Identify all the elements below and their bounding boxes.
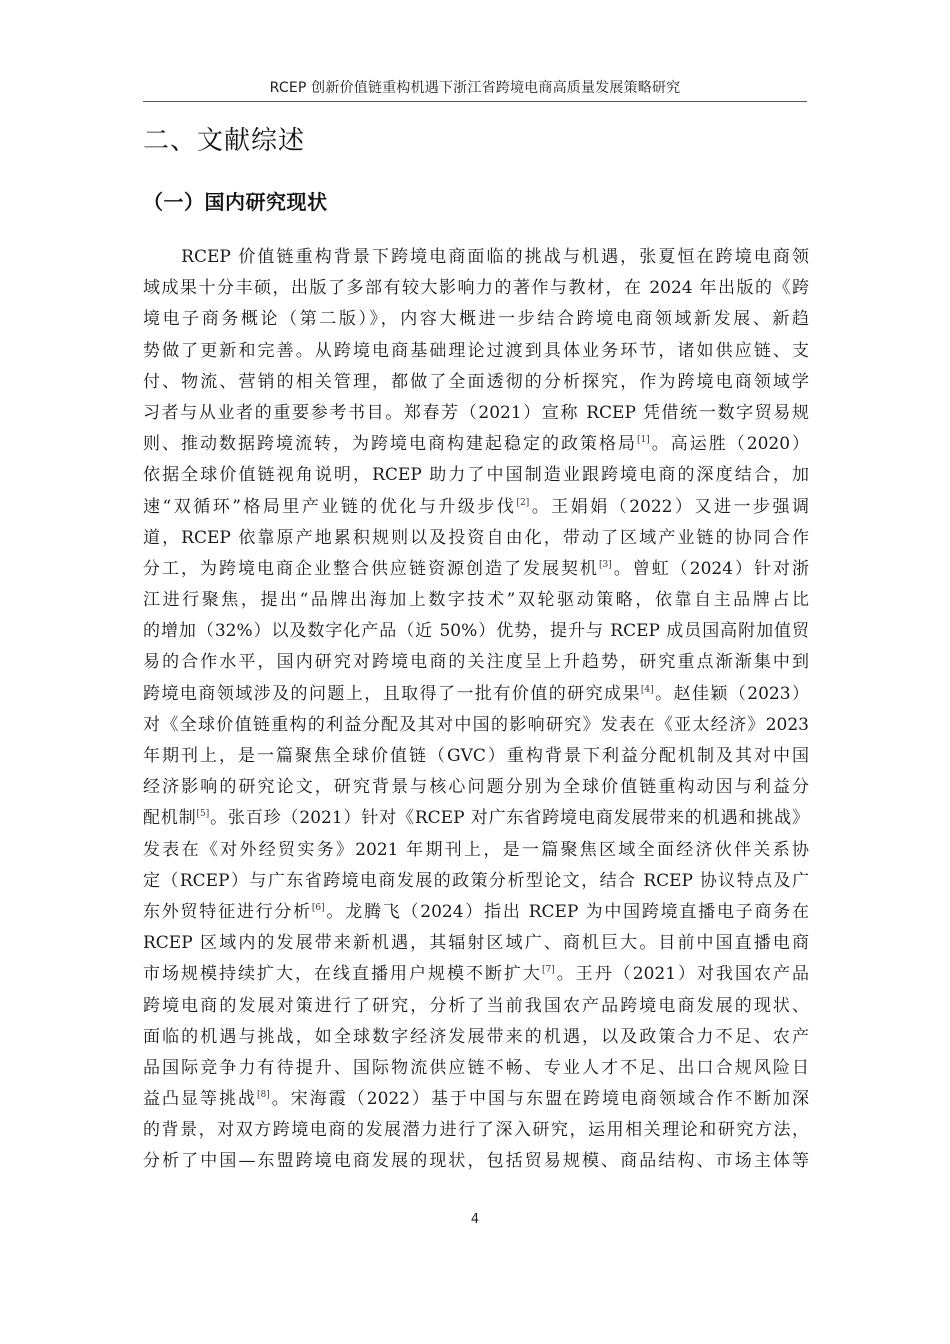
citation-ref: [1] — [637, 435, 650, 446]
text-line — [143, 1115, 809, 1146]
text-line — [143, 803, 809, 834]
text-segment: 分工，为跨境电商企业整合供应链资源创造了发展契机 — [143, 558, 599, 579]
text-line — [143, 741, 809, 772]
text-line — [143, 928, 809, 959]
text-line — [143, 897, 809, 928]
header-divider — [143, 101, 807, 102]
text-segment: 。曾虹（2024）针对浙 — [611, 558, 810, 579]
text-segment: 易的合作水平，国内研究对跨境电商的关注度呈上升趋势，研究重点渐渐集中到 — [143, 652, 809, 673]
citation-ref: [7] — [542, 965, 555, 976]
text-segment: 东外贸特征进行分析 — [143, 901, 312, 922]
body-paragraph — [143, 242, 809, 1178]
text-line — [143, 866, 809, 897]
text-segment: 面临的机遇与挑战，如全球数字经济发展带来的机遇，以及政策合力不足、农产 — [143, 1026, 809, 1047]
citation-ref: [2] — [516, 497, 530, 508]
subsection-title: （一）国内研究现状 — [143, 190, 328, 214]
text-line — [143, 336, 809, 367]
text-segment: 配机制 — [143, 808, 197, 829]
text-segment: 速“双循环”格局里产业链的优化与升级步伐 — [143, 496, 517, 517]
text-segment: 境电子商务概论（第二版）》，内容大概进一步结合跨境电商领域新发展、新趋 — [143, 309, 809, 330]
text-line — [143, 429, 809, 460]
text-segment: 。张百珍（2021）针对《RCEP 对广东省跨境电商发展带来的机遇和挑战》 — [209, 808, 810, 829]
text-segment: 。龙腾飞（2024）指出 RCEP 为中国跨境直播电子商务在 — [324, 901, 810, 922]
text-line — [143, 304, 809, 335]
text-line — [143, 991, 809, 1022]
citation-ref: [6] — [311, 902, 325, 913]
text-segment: 跨境电商领域涉及的问题上，且取得了一批有价值的研究成果 — [143, 683, 641, 704]
citation-ref: [8] — [257, 1090, 270, 1101]
text-segment: 。高运胜（2020） — [649, 434, 810, 455]
text-segment: 的增加（32%）以及数字化产品（近 50%）优势，提升与 RCEP 成员国高附加值贸 — [143, 621, 809, 642]
text-line — [143, 616, 809, 647]
text-line — [143, 772, 809, 803]
text-segment: 依据全球价值链视角说明，RCEP 助力了中国制造业跟跨境电商的深度结合，加 — [143, 465, 809, 486]
text-line — [143, 710, 809, 741]
text-segment: 对《全球价值链重构的利益分配及其对中国的影响研究》发表在《亚太经济》2023 — [143, 714, 809, 735]
text-segment: 益凸显等挑战 — [143, 1089, 257, 1110]
text-segment: 年期刊上，是一篇聚焦全球价值链（GVC）重构背景下利益分配机制及其对中国 — [143, 746, 809, 766]
citation-ref: [3] — [599, 559, 612, 570]
running-header: RCEP 创新价值链重构机遇下浙江省跨境电商高质量发展策略研究 — [269, 80, 681, 96]
text-segment: 道，RCEP 依靠原产地累积规则以及投资自由化，带动了区域产业链的协同合作 — [143, 527, 809, 548]
text-line — [143, 554, 809, 585]
text-line — [143, 585, 809, 616]
text-segment: 。宋海霞（2022）基于中国与东盟在跨境电商领域合作不断加深 — [269, 1089, 809, 1110]
text-line — [143, 492, 809, 523]
text-segment: 域成果十分丰硕，出版了多部有较大影响力的著作与教材，在 2024 年出版的《跨 — [143, 278, 809, 299]
text-line — [143, 523, 809, 554]
text-line — [143, 647, 809, 678]
text-segment: 市场规模持续扩大，在线直播用户规模不断扩大 — [143, 964, 542, 985]
text-line — [143, 1022, 809, 1053]
text-segment: 跨境电商的发展对策进行了研究，分析了当前我国农产品跨境电商发展的现状、 — [143, 995, 809, 1016]
section-title: 二、文献综述 — [143, 126, 306, 156]
text-segment: 的背景，对双方跨境电商的发展潜力进行了深入研究，运用相关理论和研究方法， — [143, 1120, 809, 1141]
text-segment: 分析了中国—东盟跨境电商发展的现状，包括贸易规模、商品结构、市场主体等 — [143, 1151, 809, 1172]
text-segment: 定（RCEP）与广东省跨境电商发展的政策分析型论文，结合 RCEP 协议特点及广 — [143, 870, 809, 891]
text-line — [143, 242, 809, 273]
text-segment: 。王丹（2021）对我国农产品 — [554, 964, 810, 985]
text-line — [143, 679, 809, 710]
text-segment: RCEP 区域内的发展带来新机遇，其辐射区域广、商机巨大。目前中国直播电商 — [143, 933, 809, 954]
text-line — [143, 1146, 809, 1177]
text-segment: 发表在《对外经贸实务》2021 年期刊上，是一篇聚焦区域全面经济伙伴关系协 — [143, 839, 809, 860]
text-line — [143, 398, 809, 429]
text-segment: 势做了更新和完善。从跨境电商基础理论过渡到具体业务环节，诸如供应链、支 — [143, 340, 809, 361]
text-segment: 习者与从业者的重要参考书目。郑春芳（2021）宣称 RCEP 凭借统一数字贸易规 — [143, 402, 809, 423]
text-segment: 。王娟娟（2022）又进一步强调 — [529, 496, 810, 517]
page-number: 4 — [470, 1212, 480, 1227]
text-line — [143, 835, 809, 866]
text-segment: 则、推动数据跨境流转，为跨境电商构建起稳定的政策格局 — [143, 434, 637, 455]
text-line — [143, 367, 809, 398]
text-segment: 品国际竞争力有待提升、国际物流供应链不畅、专业人才不足、出口合规风险日 — [143, 1057, 809, 1078]
text-segment: 经济影响的研究论文，研究背景与核心问题分别为全球价值链重构动因与利益分 — [143, 777, 809, 798]
text-segment: 付、物流、营销的相关管理，都做了全面透彻的分析探究，作为跨境电商领域学 — [143, 371, 809, 392]
citation-ref: [4] — [640, 684, 654, 695]
citation-ref: [5] — [196, 809, 210, 820]
text-line — [143, 1053, 809, 1084]
text-segment: RCEP 价值链重构背景下跨境电商面临的挑战与机遇，张夏恒在跨境电商领 — [143, 247, 809, 267]
text-segment: 江进行聚焦，提出“品牌出海加上数字技术”双轮驱动策略，依靠自主品牌占比 — [143, 590, 809, 611]
text-line — [143, 460, 809, 491]
text-segment: 。赵佳颖（2023） — [653, 683, 810, 704]
text-line — [143, 273, 809, 304]
text-line — [143, 1084, 809, 1115]
text-line — [143, 959, 809, 990]
